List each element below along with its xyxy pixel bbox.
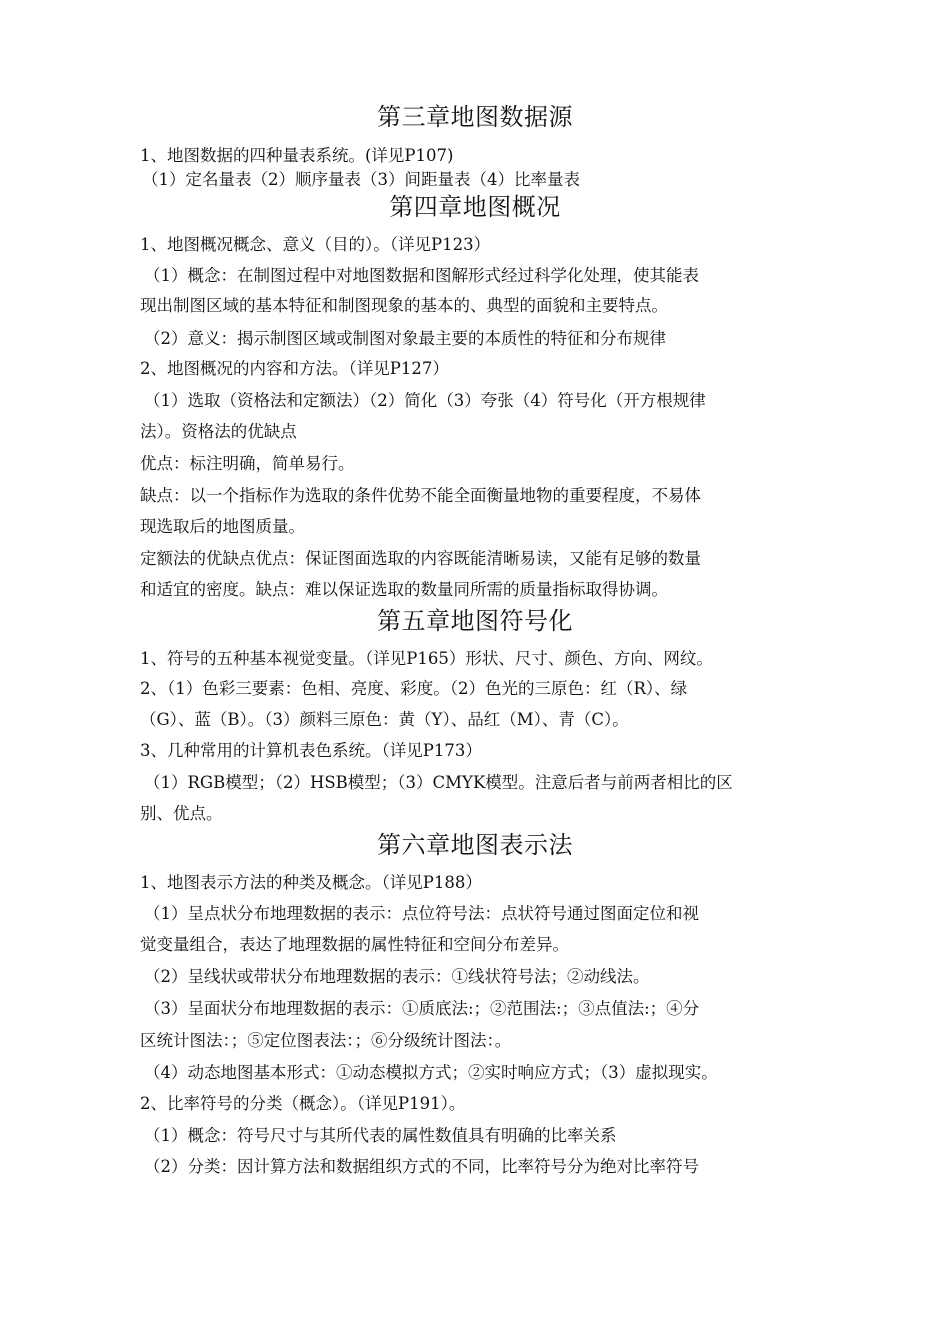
ch4-line-1: 1、地图概况概念、意义（目的）。（详见P123）: [140, 235, 491, 254]
ch5-line-3: （G）、蓝（B）。（3）颜料三原色：黄（Y）、品红（M）、青（C）。: [140, 710, 629, 729]
ch6-line-8: 2、比率符号的分类（概念）。（详见P191）。: [140, 1094, 466, 1113]
ch4-line-6: （1）选取（资格法和定额法）（2）简化（3）夸张（4）符号化（开方根规律: [144, 391, 706, 410]
ch5-line-4: 3、几种常用的计算机表色系统。（详见P173）: [140, 741, 482, 760]
ch6-line-3: 觉变量组合，表达了地理数据的属性特征和空间分布差异。: [140, 935, 569, 954]
ch6-line-7: （4）动态地图基本形式：①动态模拟方式；②实时响应方式；（3）虚拟现实。: [144, 1063, 718, 1082]
ch3-line-2: （1）定名量表（2）顺序量表（3）间距量表（4）比率量表: [142, 170, 580, 189]
chapter-5-title: 第五章地图符号化: [377, 607, 573, 635]
ch6-line-4: （2）呈线状或带状分布地理数据的表示：①线状符号法；②动线法。: [144, 967, 650, 986]
ch6-line-5: （3）呈面状分布地理数据的表示：①质底法:；②范围法:；③点值法:；④分: [144, 999, 700, 1018]
ch6-line-9: （1）概念：符号尺寸与其所代表的属性数值具有明确的比率关系: [144, 1126, 617, 1145]
ch5-line-5: （1）RGB模型；（2）HSB模型；（3）CMYK模型。注意后者与前两者相比的区: [144, 773, 733, 792]
ch4-line-7: 法）。资格法的优缺点: [140, 422, 297, 441]
ch4-line-5: 2、地图概况的内容和方法。（详见P127）: [140, 359, 449, 378]
ch4-line-9: 缺点：以一个指标作为选取的条件优势不能全面衡量地物的重要程度，不易体: [140, 486, 701, 505]
ch4-line-2: （1）概念：在制图过程中对地图数据和图解形式经过科学化处理，使其能表: [144, 266, 699, 285]
ch5-line-6: 别、优点。: [140, 804, 223, 823]
ch6-line-1: 1、地图表示方法的种类及概念。（详见P188）: [140, 873, 482, 892]
ch4-line-12: 和适宜的密度。缺点：难以保证选取的数量同所需的质量指标取得协调。: [140, 580, 668, 599]
ch5-line-2: 2、（1）色彩三要素：色相、亮度、彩度。（2）色光的三原色：红（R）、绿: [140, 679, 688, 698]
chapter-4-title: 第四章地图概况: [389, 193, 561, 221]
ch3-line-1: 1、地图数据的四种量表系统。(详见P107): [140, 146, 454, 165]
chapter-3-title: 第三章地图数据源: [377, 103, 573, 131]
ch6-line-10: （2）分类：因计算方法和数据组织方式的不同，比率符号分为绝对比率符号: [144, 1157, 699, 1176]
ch4-line-10: 现选取后的地图质量。: [140, 517, 305, 536]
ch6-line-2: （1）呈点状分布地理数据的表示：点位符号法：点状符号通过图面定位和视: [144, 904, 699, 923]
ch4-line-11: 定额法的优缺点优点：保证图面选取的内容既能清晰易读，又能有足够的数量: [140, 549, 701, 568]
ch4-line-3: 现出制图区域的基本特征和制图现象的基本的、典型的面貌和主要特点。: [140, 296, 668, 315]
ch4-line-4: （2）意义：揭示制图区域或制图对象最主要的本质性的特征和分布规律: [144, 329, 666, 348]
ch5-line-1: 1、符号的五种基本视觉变量。（详见P165）形状、尺寸、颜色、方向、网纹。: [140, 649, 713, 668]
ch6-line-6: 区统计图法：；⑤定位图表法：；⑥分级统计图法：。: [140, 1031, 512, 1050]
ch4-line-8: 优点：标注明确，简单易行。: [140, 454, 355, 473]
chapter-6-title: 第六章地图表示法: [377, 831, 573, 859]
